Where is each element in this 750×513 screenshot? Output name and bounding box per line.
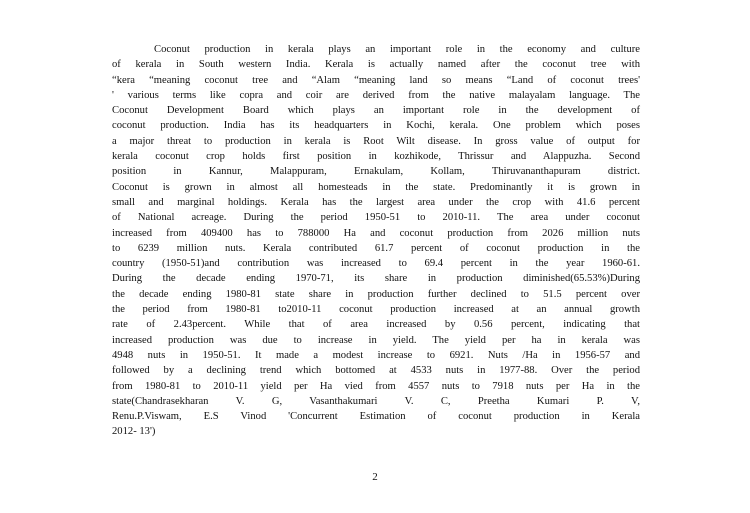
paragraph-line: the decade ending 1980-81 state share in production further declined to 51.5 percent over bbox=[112, 288, 640, 300]
paragraph-line: Coconut is grown in almost all homesteads in the state. Predominantly it is grown in bbox=[112, 181, 640, 193]
paragraph-line: a major threat to production in kerala is Root Wilt disease. In gross value of output for bbox=[112, 135, 640, 147]
paragraph-line: Renu.P.Viswam, E.S Vinod 'Concurrent Estimation of coconut production in Kerala bbox=[112, 411, 640, 423]
paragraph-line: kerala coconut crop holds first position in kozhikode, Thrissur and Alappuzha. Second bbox=[112, 151, 640, 163]
paragraph-line: ' various terms like copra and coir are derived from the native malayalam language. The bbox=[112, 89, 640, 101]
paragraph-line: Coconut Development Board which plays an important role in the development of bbox=[112, 105, 640, 117]
page-number: 2 bbox=[372, 471, 378, 483]
paragraph-line: increased production was due to increase in yield. The yield per ha in kerala was bbox=[112, 334, 640, 346]
body-paragraph bbox=[112, 42, 640, 440]
paragraph-line: from 1980-81 to 2010-11 yield per Ha vied from 4557 nuts to 7918 nuts per Ha in the bbox=[112, 380, 640, 392]
paragraph-line: state(Chandrasekharan V. G, Vasanthakumari V. C, Preetha Kumari P. V, bbox=[112, 395, 640, 407]
paragraph-line: coconut production. India has its headquarters in Kochi, kerala. One problem which poses bbox=[112, 120, 640, 132]
paragraph-line: to 6239 million nuts. Kerala contributed 61.7 percent of coconut production in the bbox=[112, 242, 640, 254]
paragraph-line: 4948 nuts in 1950-51. It made a modest increase to 6921. Nuts /Ha in 1956-57 and bbox=[112, 349, 640, 361]
paragraph-line: the period from 1980-81 to2010-11 coconut production increased at an annual growth bbox=[112, 304, 640, 316]
paragraph-line: Coconut production in kerala plays an important role in the economy and culture bbox=[154, 44, 640, 55]
paragraph-line: rate of 2.43percent. While that of area increased by 0.56 percent, indicating that bbox=[112, 319, 640, 331]
paragraph-line: 2012- 13') bbox=[112, 426, 156, 438]
paragraph-line: position in Kannur, Malappuram, Ernakulam, Kollam, Thiruvananthapuram district. bbox=[112, 166, 640, 178]
paragraph-line: small and marginal holdings. Kerala has the largest area under the crop with 41.6 percent bbox=[112, 196, 640, 208]
paragraph-line: of kerala in South western India. Kerala is actually named after the coconut tree with bbox=[112, 59, 640, 71]
paragraph-line: country (1950-51)and contribution was increased to 69.4 percent in the year 1960-61. bbox=[112, 258, 640, 270]
paragraph-line: “kera “meaning coconut tree and “Alam “meaning land so means “Land of coconut trees' bbox=[112, 74, 640, 86]
paragraph-line: of National acreage. During the period 1950-51 to 2010-11. The area under coconut bbox=[112, 212, 640, 224]
paragraph-line: increased from 409400 has to 788000 Ha and coconut production from 2026 million nuts bbox=[112, 227, 640, 239]
paragraph-line: followed by a declining trend which bottomed at 4533 nuts in 1977-88. Over the period bbox=[112, 365, 640, 377]
paragraph-line: During the decade ending 1970-71, its share in production diminished(65.53%)During bbox=[112, 273, 640, 285]
